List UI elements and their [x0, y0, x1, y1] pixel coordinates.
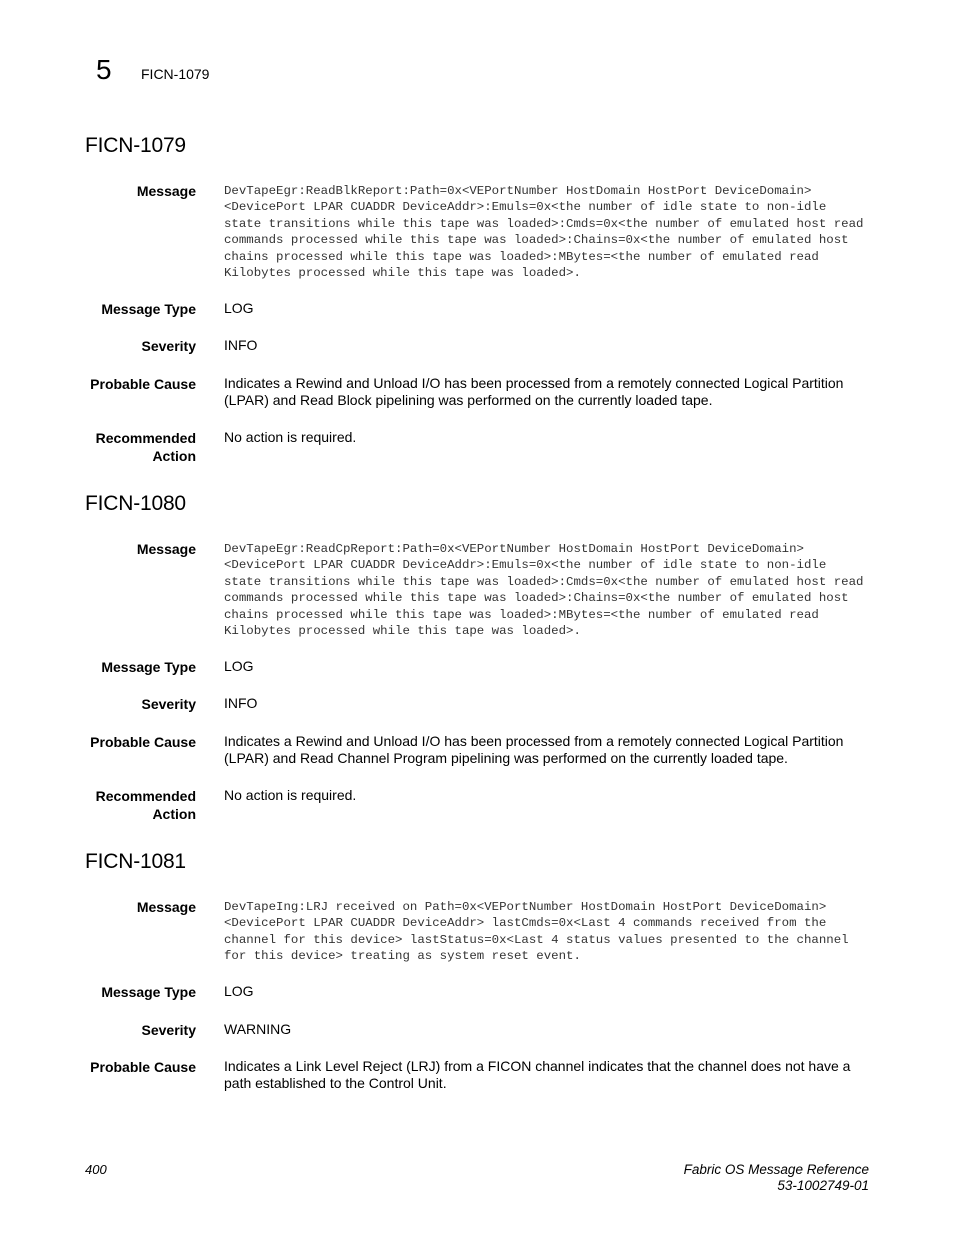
message-type-label: Message Type [101, 659, 196, 675]
severity-value: INFO [224, 695, 258, 711]
message-label: Message [136, 541, 196, 557]
probable-cause-text: Indicates a Rewind and Unload I/O has been processed from a remotely connected Logical Partition (LPAR) and Read Channel Program pipelining was performed on the currently loaded tape. [224, 733, 844, 766]
recommended-action-label [56, 787, 196, 823]
severity-value: WARNING [224, 1021, 292, 1037]
message-text: DevTapeEgr:ReadCpReport:Path=0x<VEPortNumber HostDomain HostPort DeviceDomain><DevicePort LPAR CUADDR DeviceAddr>:Emuls=0x<the number of idle state to non-idle state transitions while this tape was loaded>:Cmds=0x<the number of emulated host read commands processed while this tape was loaded>:Chains=0x<the number of emulated host chains processed while this tape was loaded>:MBytes=<the number of emulated read Kilobytes processed while this tape was loaded>. [224, 542, 864, 639]
recommended-label-line2: Action [152, 806, 196, 822]
severity-label: Severity [141, 1022, 196, 1038]
recommended-label-line1: Recommended [95, 788, 196, 804]
message-type-label: Message Type [101, 984, 196, 1000]
section-title: FICN-1080 [85, 492, 186, 515]
recommended-action-label [56, 429, 196, 465]
probable-cause-label: Probable Cause [90, 1059, 196, 1075]
recommended-label-line1: Recommended [95, 430, 196, 446]
probable-cause-label: Probable Cause [90, 734, 196, 750]
message-type-value: LOG [224, 300, 254, 316]
message-text: DevTapeEgr:ReadBlkReport:Path=0x<VEPortNumber HostDomain HostPort DeviceDomain><DevicePort LPAR CUADDR DeviceAddr>:Emuls=0x<the number of idle state to non-idle state transitions while this tape was loaded>:Cmds=0x<the number of emulated host read commands processed while this tape was loaded>:Chains=0x<the number of emulated host chains processed while this tape was loaded>:MBytes=<the number of emulated read Kilobytes processed while this tape was loaded>. [224, 184, 864, 281]
page-number: 400 [85, 1162, 107, 1177]
doc-title: Fabric OS Message Reference [683, 1162, 869, 1177]
message-text: DevTapeIng:LRJ received on Path=0x<VEPortNumber HostDomain HostPort DeviceDomain><DevicePort LPAR CUADDR DeviceAddr> lastCmds=0x<Last 4 commands received from the channel for this device> lastStatus=0x<Last 4 status values presented to the channel for this device> treating as system reset event. [224, 900, 849, 964]
probable-cause-label: Probable Cause [90, 376, 196, 392]
chapter-title: FICN-1079 [141, 66, 210, 82]
message-type-label: Message Type [101, 301, 196, 317]
probable-cause-text: Indicates a Link Level Reject (LRJ) from a FICON channel indicates that the channel does not have a path established to the Control Unit. [224, 1058, 851, 1091]
message-type-value: LOG [224, 983, 254, 999]
recommended-action-text: No action is required. [224, 787, 357, 803]
severity-value: INFO [224, 337, 258, 353]
probable-cause-text: Indicates a Rewind and Unload I/O has been processed from a remotely connected Logical Partition (LPAR) and Read Block pipelining was performed on the currently loaded tape. [224, 375, 844, 408]
severity-label: Severity [141, 696, 196, 712]
chapter-number: 5 [96, 54, 112, 85]
message-label: Message [136, 183, 196, 199]
footer-doc-info [684, 1162, 869, 1194]
severity-label: Severity [141, 338, 196, 354]
message-label: Message [136, 899, 196, 915]
recommended-label-line2: Action [152, 448, 196, 464]
section-title: FICN-1081 [85, 850, 186, 873]
recommended-action-text: No action is required. [224, 429, 357, 445]
section-title: FICN-1079 [85, 134, 186, 157]
message-type-value: LOG [224, 658, 254, 674]
doc-number: 53-1002749-01 [777, 1178, 869, 1193]
